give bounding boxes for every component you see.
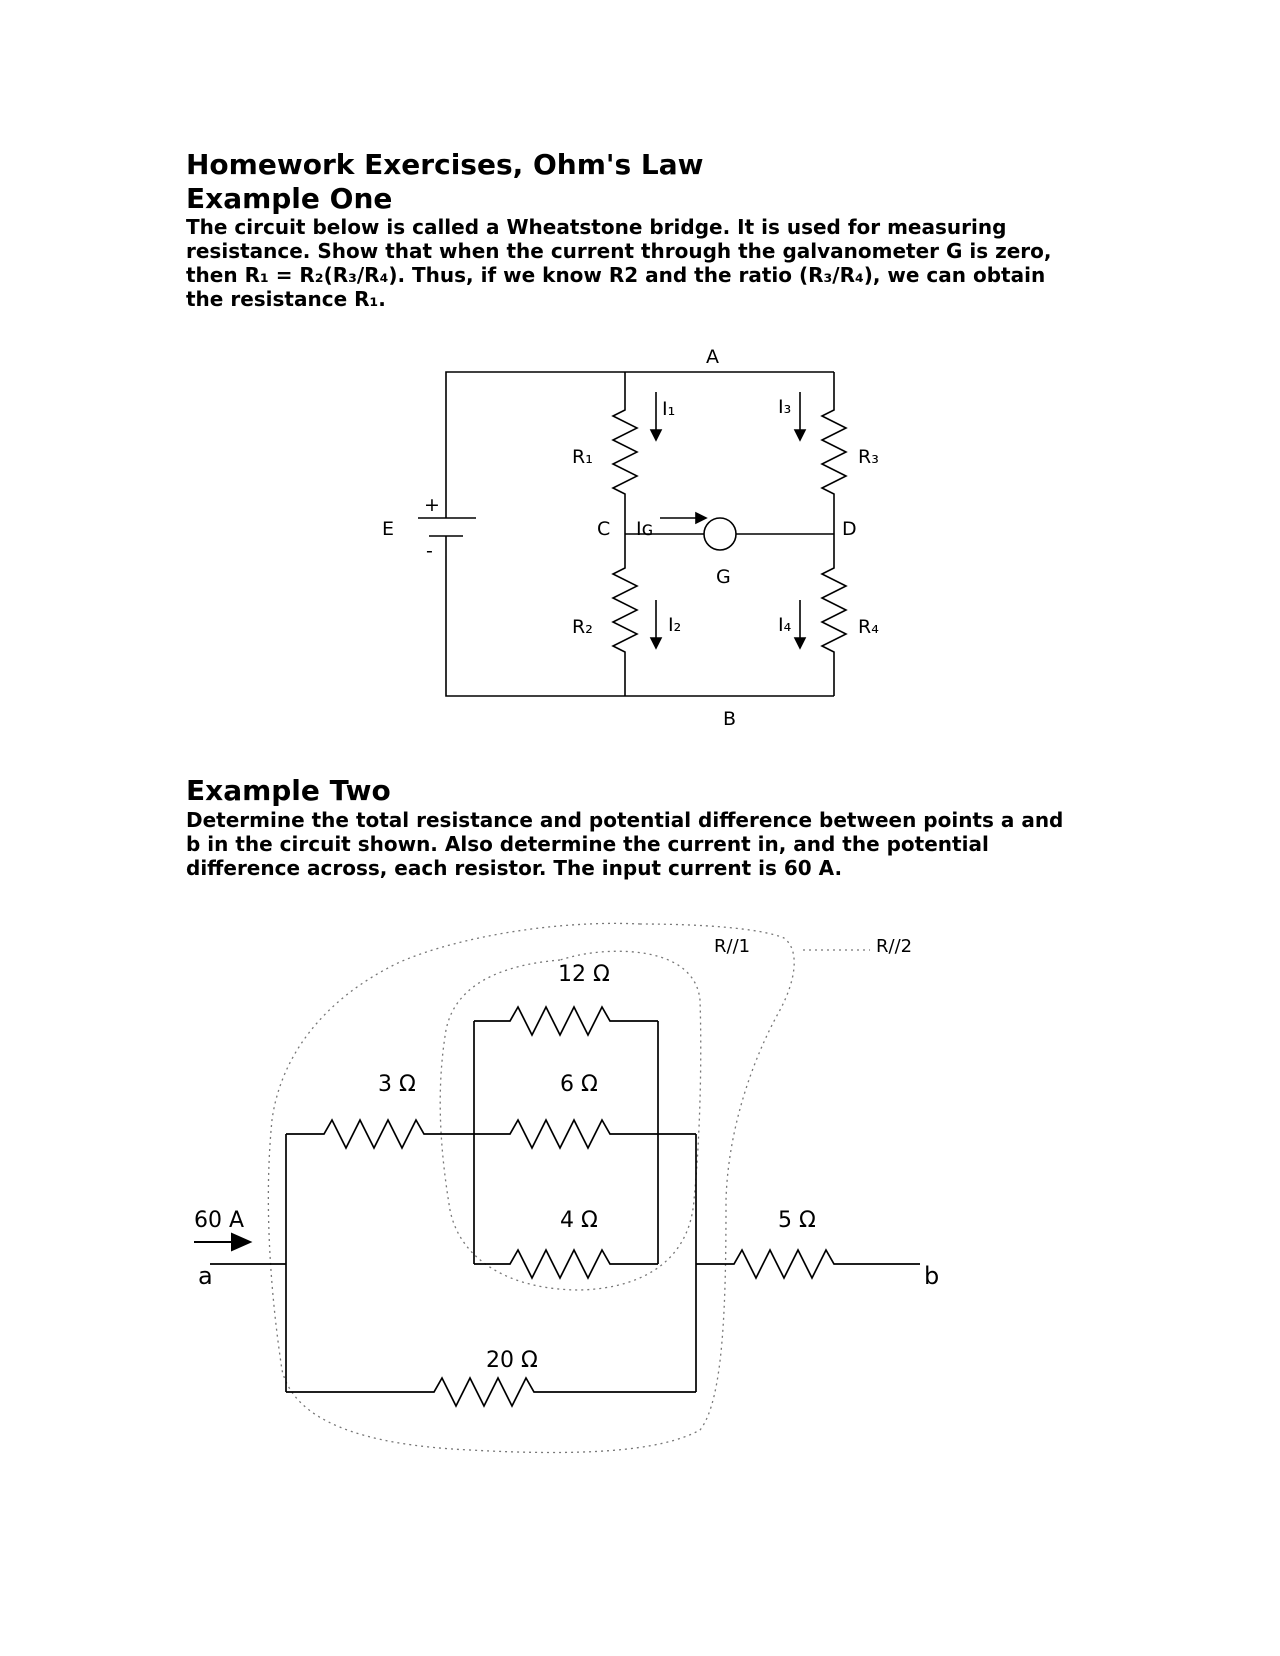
input-current-arrow <box>232 1234 250 1250</box>
node-c-label: C <box>597 518 611 540</box>
input-current-label: 60 A <box>194 1208 245 1233</box>
example-one-body: The circuit below is called a Wheatstone bridge. It is used for measuring resistance. Show that when the current through the galvanometer G is zero, then R₁ = R₂(R₃/R₄). Thus, if we know R2 and the ratio (R₃/R₄), we can obtain the resistance R₁. <box>186 215 1052 311</box>
resistor-5-ohm <box>696 1250 920 1278</box>
point-a-label: a <box>198 1262 213 1290</box>
group-outline-r-par2 <box>268 923 794 1452</box>
r4-label: R₄ <box>858 616 879 638</box>
ig-label: Iɢ <box>636 518 654 540</box>
i3-label: I₃ <box>778 396 792 418</box>
example-two-body: Determine the total resistance and potential difference between points a and b in the circuit shown. Also determine the current in, and the potential difference across, each resistor. The input current is 60 A. <box>186 808 1064 880</box>
i2-label: I₂ <box>668 614 682 636</box>
r3-label: R₃ <box>858 446 879 468</box>
node-b-label: B <box>723 708 737 730</box>
r-par2-label: R//2 <box>876 936 913 957</box>
node-d-label: D <box>842 518 857 540</box>
i4-label: I₄ <box>778 614 792 636</box>
group-outline-r-par1 <box>440 951 701 1290</box>
emf-label: E <box>382 518 395 540</box>
r-par1-label: R//1 <box>714 936 751 957</box>
resistor-6-ohm-label: 6 Ω <box>560 1072 598 1097</box>
resistor-4-ohm <box>474 1250 658 1278</box>
resistor-6-ohm <box>474 1120 696 1148</box>
resistor-12-ohm-label: 12 Ω <box>558 962 610 987</box>
minus-label: - <box>426 540 433 562</box>
resistor-12-ohm <box>474 1007 658 1035</box>
example-two-heading: Example Two <box>186 774 391 807</box>
resistor-4-ohm-label: 4 Ω <box>560 1208 598 1233</box>
i1-label: I₁ <box>662 398 676 420</box>
r2-label: R₂ <box>572 616 593 638</box>
galvanometer-label: G <box>716 566 731 588</box>
resistor-3-ohm <box>286 1120 474 1148</box>
plus-label: + <box>424 494 440 516</box>
resistor-20-ohm <box>286 1378 696 1406</box>
point-b-label: b <box>924 1262 940 1290</box>
resistor-5-ohm-label: 5 Ω <box>778 1208 816 1233</box>
resistor-20-ohm-label: 20 Ω <box>486 1348 538 1373</box>
resistor-3-ohm-label: 3 Ω <box>378 1072 416 1097</box>
page-title: Homework Exercises, Ohm's Law <box>186 148 704 181</box>
node-a-label: A <box>706 346 719 368</box>
r1-label: R₁ <box>572 446 593 468</box>
example-one-heading: Example One <box>186 182 393 215</box>
